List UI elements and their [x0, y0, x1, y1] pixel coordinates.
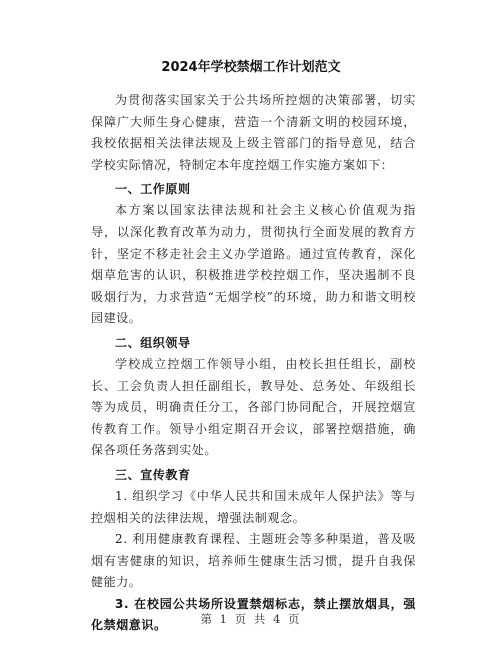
- section-heading-organization: 二、组织领导: [115, 335, 191, 350]
- organization-paragraph: 学校成立控烟工作领导小组，由校长担任组长，副校长、工会负责人担任副组长，教导处、总务处、年级组长等为成员，明确责任分工，各部门协同配合，开展控烟宣传教育工作。领导小组定期召开会议，部署控烟措施，确保各项任务落到实处。: [91, 356, 416, 458]
- intro-paragraph: 为贯彻落实国家关于公共场所控烟的决策部署，切实保障广大师生身心健康，营造一个清新文明的校园环境，我校依据相关法律法规及上级主管部门的指导意见，结合学校实际情况，特制定本年度控烟工作实施方案如下：: [91, 93, 416, 172]
- document-body: [91, 90, 416, 637]
- section-heading-publicity: 三、宣传教育: [115, 467, 191, 482]
- principles-paragraph: 本方案以国家法律法规和社会主义核心价值观为指导，以深化教育改革为动力，贯彻执行全面发展的教育方针，坚定不移走社会主义办学道路。通过宣传教育，深化烟草危害的认识，积极推进学校控烟工作，坚决遏制不良吸烟行为，力求营造“无烟学校”的环境，助力和谐文明校园建设。: [91, 203, 416, 326]
- document-title: 2024年学校禁烟工作计划范文: [161, 60, 341, 75]
- publicity-item-1: 1. 组织学习《中华人民共和国未成年人保护法》等与控烟相关的法律法规，增强法制观念。: [91, 488, 416, 525]
- page-footer: 第 1 页 共 4 页: [200, 612, 302, 626]
- section-heading-principles: 一、工作原则: [115, 182, 191, 197]
- publicity-item-3: 3. 在校园公共场所设置禁烟标志，禁止摆放烟具，强化禁烟意识。: [91, 596, 416, 633]
- publicity-item-2: 2. 利用健康教育课程、主题班会等多种渠道，普及吸烟有害健康的知识，培养师生健康生活习惯，提升自我保健能力。: [91, 532, 416, 590]
